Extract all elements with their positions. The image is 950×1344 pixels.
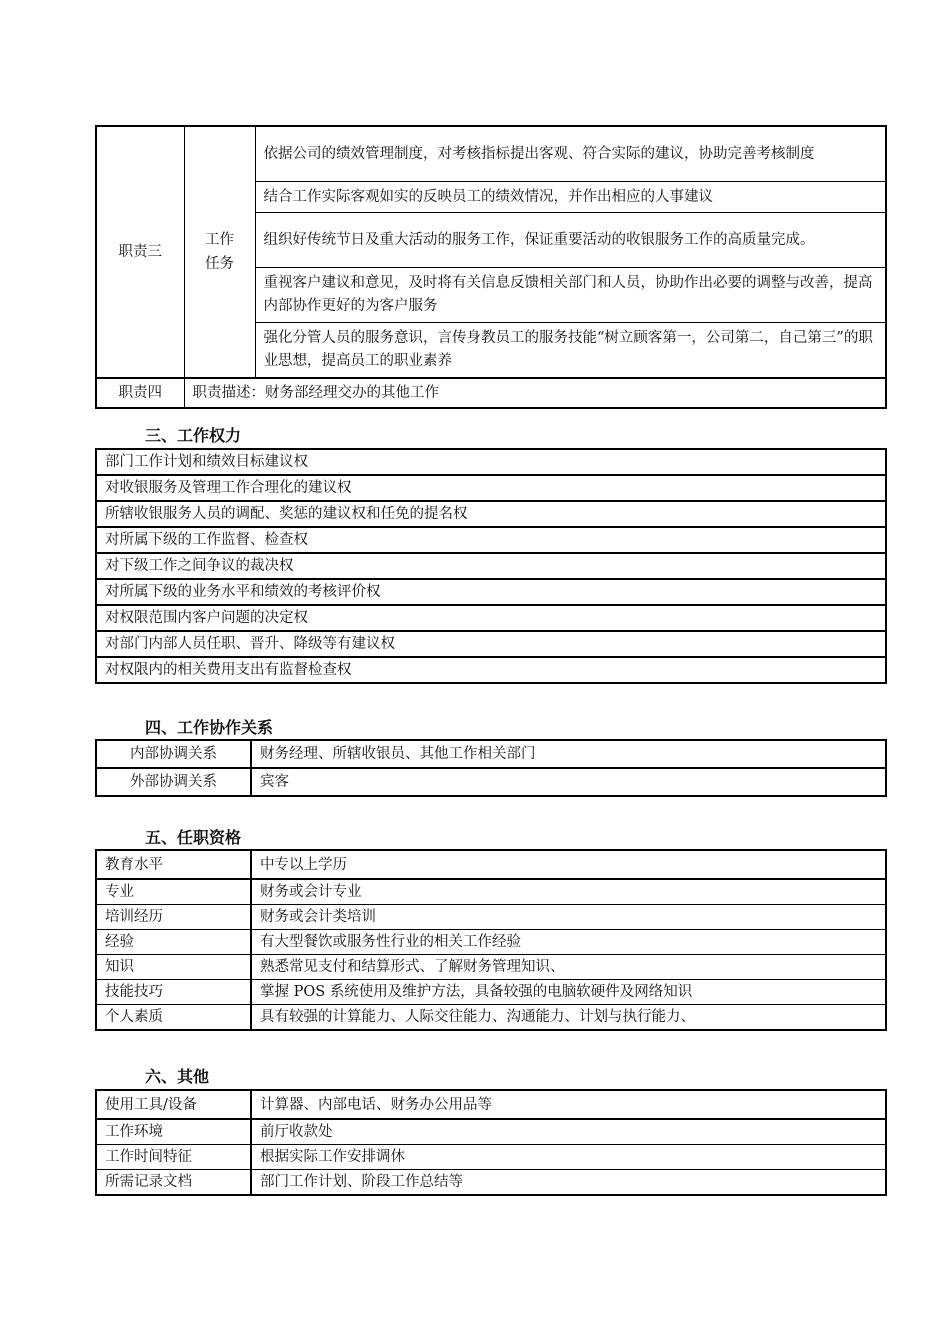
power-item: 所辖收银服务人员的调配、奖惩的建议权和任免的提名权 [96,501,886,527]
power-item: 对收银服务及管理工作合理化的建议权 [96,475,886,501]
task-label-line2: 任务 [205,256,234,272]
coop-value-internal: 财务经理、所辖收银员、其他工作相关部门 [251,740,886,768]
duty3-label: 职责三 [96,126,184,378]
other-value: 前厅收款处 [251,1119,886,1145]
qual-value: 掌握 POS 系统使用及维护方法，具备较强的电脑软硬件及网络知识 [251,980,886,1005]
duty3-task-3: 组织好传统节日及重大活动的服务工作，保证重要活动的收银服务工作的高质量完成。 [255,213,886,268]
duty4-label: 职责四 [96,378,184,408]
power-item: 部门工作计划和绩效目标建议权 [96,449,886,475]
qual-value: 中专以上学历 [251,850,886,879]
qualification-table [95,849,887,1031]
qual-label: 教育水平 [96,850,251,879]
other-heading: 六、其他 [145,1067,210,1086]
qual-label: 个人素质 [96,1005,251,1031]
power-item: 对权限内的相关费用支出有监督检查权 [96,657,886,683]
power-item: 对下级工作之间争议的裁决权 [96,553,886,579]
qual-label: 知识 [96,955,251,980]
coop-value-external: 宾客 [251,768,886,796]
qual-label: 经验 [96,930,251,955]
coop-label-internal: 内部协调关系 [96,740,251,768]
qual-label: 专业 [96,879,251,905]
qual-label: 技能技巧 [96,980,251,1005]
qual-value: 熟悉常见支付和结算形式、了解财务管理知识、 [251,955,886,980]
coop-label-external: 外部协调关系 [96,768,251,796]
duty3-task-1: 依据公司的绩效管理制度，对考核指标提出客观、符合实际的建议，协助完善考核制度 [255,126,886,182]
power-item: 对权限范围内客户问题的决定权 [96,605,886,631]
duty3-task-4: 重视客户建议和意见，及时将有关信息反馈相关部门和人员，协助作出必要的调整与改善，提高内部协作更好的为客户服务 [255,268,886,323]
duty3-task-2: 结合工作实际客观如实的反映员工的绩效情况，并作出相应的人事建议 [255,182,886,213]
qualification-heading: 五、任职资格 [145,828,242,847]
other-label: 所需记录文档 [96,1170,251,1196]
coop-table [95,739,887,797]
other-value: 部门工作计划、阶段工作总结等 [251,1170,886,1196]
power-item: 对所属下级的工作监督、检查权 [96,527,886,553]
power-item: 对部门内部人员任职、晋升、降级等有建议权 [96,631,886,657]
duty3-task-label [184,126,255,378]
qual-value: 具有较强的计算能力、人际交往能力、沟通能力、计划与执行能力、 [251,1005,886,1031]
other-label: 工作环境 [96,1119,251,1145]
other-label: 使用工具/设备 [96,1090,251,1119]
duty-table [95,125,887,409]
qual-value: 有大型餐饮或服务性行业的相关工作经验 [251,930,886,955]
task-label-line1: 工作 [205,232,234,248]
power-item: 对所属下级的业务水平和绩效的考核评价权 [96,579,886,605]
qual-value: 财务或会计类培训 [251,905,886,930]
power-heading: 三、工作权力 [145,426,242,445]
other-label: 工作时间特征 [96,1145,251,1170]
other-value: 计算器、内部电话、财务办公用品等 [251,1090,886,1119]
qual-value: 财务或会计专业 [251,879,886,905]
other-value: 根据实际工作安排调休 [251,1145,886,1170]
power-table [95,448,887,684]
duty3-task-5: 强化分管人员的服务意识，言传身教员工的服务技能“树立顾客第一，公司第二，自己第三”的职业思想，提高员工的职业素养 [255,323,886,379]
duty4-description: 职责描述：财务部经理交办的其他工作 [184,378,886,408]
other-table [95,1089,887,1196]
coop-heading: 四、工作协作关系 [145,718,274,737]
qual-label: 培训经历 [96,905,251,930]
